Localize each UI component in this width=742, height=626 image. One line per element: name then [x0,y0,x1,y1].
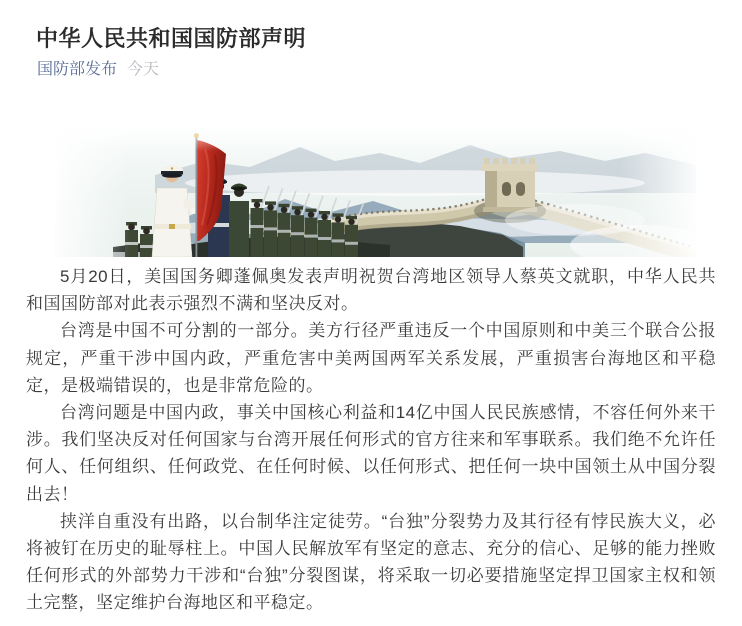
byline [37,60,159,80]
publish-date: 今天 [127,61,160,78]
article-body [26,263,716,617]
article-paragraph: 挟洋自重没有出路，以台制华注定徒劳。“台独”分裂势力及其行径有悖民族大义，必将被钉在历史的耻辱柱上。中国人民解放军有坚定的意志、充分的信心、足够的能力挫败任何形式的外部势力干涉和“台独”分裂图谋，将采取一切必要措施坚定捍卫国家主权和领土完整，坚定维护台海地区和平稳定。 [26,511,716,613]
account-name-link[interactable]: 国防部发布 [37,61,118,78]
article-paragraph: 5月20日，美国国务卿蓬佩奥发表声明祝贺台湾地区领导人蔡英文就职，中华人民共和国国防部对此表示强烈不满和坚决反对。 [26,267,716,314]
article-paragraph: 台湾是中国不可分割的一部分。美方行径严重违反一个中国原则和中美三个联合公报规定，严重干涉中国内政，严重危害中美两国两军关系发展，严重损害台海地区和平稳定，是极端错误的，也是非常危险的。 [26,321,716,395]
article-title: 中华人民共和国国防部声明 [36,26,307,51]
article-paragraph: 台湾问题是中国内政，事关中国核心利益和14亿中国人民民族感情，不容任何外来干涉。我们坚决反对任何国家与台湾开展任何形式的官方往来和军事联系。我们绝不允许任何人、任何组织、任何政党、在任何时候、以任何形式、把任何一块中国领土从中国分裂出去！ [26,403,716,504]
hero-image[interactable] [55,125,696,257]
